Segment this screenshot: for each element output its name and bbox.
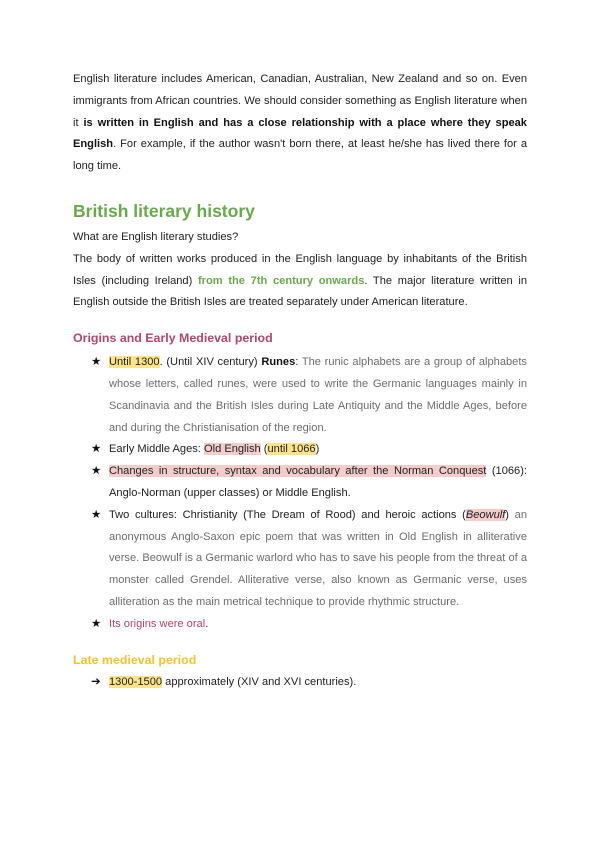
- highlight-yellow: until 1066: [267, 443, 316, 456]
- star-icon: ★: [91, 465, 102, 478]
- highlight-yellow: Until 1300: [109, 356, 160, 369]
- bullet-text: (: [260, 443, 268, 456]
- section-heading-british: British literary history: [73, 200, 255, 221]
- bullet-text: ): [315, 443, 320, 456]
- intro-bold-text: is written in English and has a close relationship with a place where they speak English: [73, 116, 527, 151]
- bullet-text: (1066): Anglo-Norman (upper classes) or Middle English.: [109, 465, 528, 499]
- late-list: [73, 672, 527, 694]
- bullet-bold: Runes: [261, 356, 296, 369]
- british-text-1: The body of written works produced in the English language by inhabitants of the British Isles (including Ireland): [73, 252, 527, 287]
- highlight-pink-italic: Beowulf: [465, 508, 506, 521]
- star-icon: ★: [91, 617, 102, 630]
- list-item: [91, 672, 527, 694]
- bullet-pink-text: Its origins were oral: [109, 617, 206, 630]
- arrow-icon: ➔: [91, 675, 101, 688]
- bullet-text: .: [205, 617, 209, 630]
- highlight-pink: Old English: [203, 443, 261, 456]
- list-item: [91, 614, 527, 636]
- list-item: [91, 352, 527, 439]
- british-green-text: from the 7th century onwards: [197, 274, 365, 287]
- star-icon: ★: [91, 443, 102, 456]
- bullet-text: approximately (XIV and XVI centuries).: [162, 675, 357, 688]
- bullet-text: :: [295, 356, 302, 369]
- bullet-text: Two cultures: Christianity (The Dream of Rood) and heroic actions (: [109, 508, 466, 521]
- bullet-grey-text: an anonymous Anglo-Saxon epic poem that was written in Old English in alliterative verse. Beowulf is a Germanic warlord who has to save his people from the threat of a monster called Grendel. Alliterative verse, also known as Germanic verse, uses alliteration as the main metrical technique to provide rhythmic structure.: [109, 508, 527, 608]
- bullet-text: ): [505, 508, 515, 521]
- list-item: [91, 505, 527, 614]
- bullet-grey-text: The runic alphabets are a group of alphabets whose letters, called runes, were used to write the Germanic languages mainly in Scandinavia and the British Isles during Late Antiquity and the Middle Ages, before and during the Christianisation of the region.: [109, 356, 527, 434]
- subheading-late-medieval: Late medieval period: [73, 652, 197, 667]
- subheading-origins: Origins and Early Medieval period: [73, 331, 273, 346]
- intro-paragraph: [73, 69, 527, 178]
- bullet-text: . (Until XIV century): [159, 356, 262, 369]
- star-icon: ★: [91, 356, 102, 369]
- list-item: [91, 439, 527, 461]
- british-text-2: . The major literature written in English outside the British Isles are treated separately under American literature.: [73, 274, 528, 309]
- list-item: [91, 461, 528, 505]
- origins-list: [73, 352, 527, 635]
- intro-text-2: . For example, if the author wasn't born there, at least he/she has lived there for a long time.: [73, 138, 527, 173]
- document-content: [73, 69, 527, 693]
- highlight-pink: Changes in structure, syntax and vocabulary after the Norman Conquest: [109, 465, 487, 478]
- intro-text-1: English literature includes American, Canadian, Australian, New Zealand and so on. Even immigrants from African countries. We should consider something as English literature when it: [73, 73, 527, 129]
- highlight-yellow: 1300-1500: [109, 675, 163, 688]
- bullet-text: Early Middle Ages:: [109, 443, 204, 456]
- star-icon: ★: [91, 508, 102, 521]
- british-question: What are English literary studies?: [73, 230, 239, 243]
- british-paragraph: [73, 249, 527, 314]
